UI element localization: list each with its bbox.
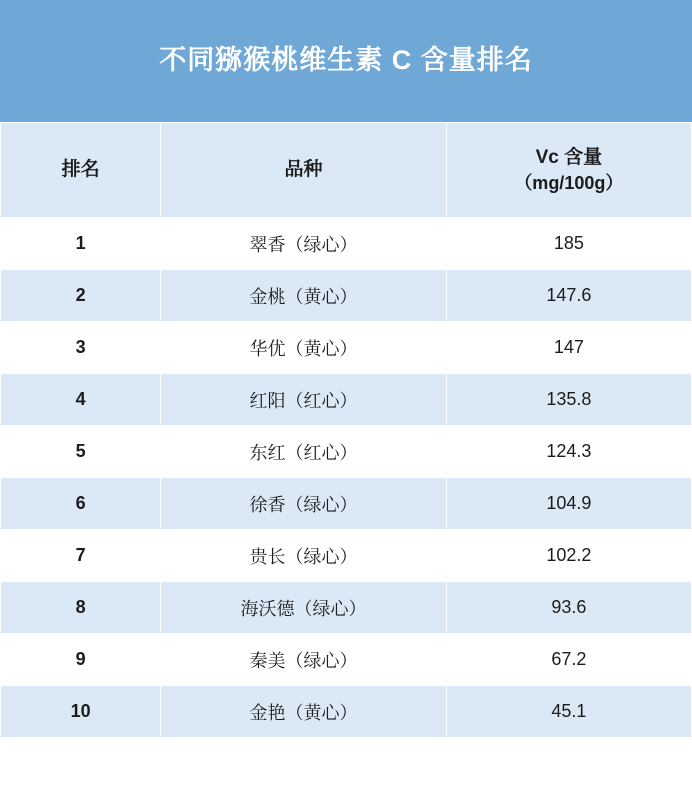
cell-rank: 4 — [1, 374, 161, 426]
cell-vc: 93.6 — [446, 582, 691, 634]
cell-vc: 45.1 — [446, 686, 691, 738]
cell-vc: 185 — [446, 218, 691, 270]
cell-rank: 8 — [1, 582, 161, 634]
cell-vc: 147.6 — [446, 270, 691, 322]
cell-rank: 7 — [1, 530, 161, 582]
table-row — [1, 530, 692, 582]
table-row — [1, 426, 692, 478]
cell-rank: 1 — [1, 218, 161, 270]
cell-vc: 104.9 — [446, 478, 691, 530]
cell-variety: 徐香（绿心） — [161, 478, 446, 530]
cell-rank: 5 — [1, 426, 161, 478]
cell-vc: 124.3 — [446, 426, 691, 478]
table-row — [1, 634, 692, 686]
cell-variety: 翠香（绿心） — [161, 218, 446, 270]
cell-variety: 华优（黄心） — [161, 322, 446, 374]
column-header-vc-label: Vc 含量 — [535, 147, 603, 169]
column-header-vc-unit: （mg/100g） — [514, 172, 624, 193]
table-header — [1, 123, 692, 218]
cell-vc: 135.8 — [446, 374, 691, 426]
table-row — [1, 374, 692, 426]
table-header-row — [1, 123, 692, 218]
table-body — [1, 218, 692, 738]
table-row — [1, 270, 692, 322]
cell-rank: 9 — [1, 634, 161, 686]
table-row — [1, 582, 692, 634]
cell-vc: 102.2 — [446, 530, 691, 582]
cell-rank: 6 — [1, 478, 161, 530]
title-bar — [0, 0, 692, 122]
cell-variety: 秦美（绿心） — [161, 634, 446, 686]
cell-rank: 10 — [1, 686, 161, 738]
cell-rank: 3 — [1, 322, 161, 374]
column-header-rank-label: 排名 — [61, 159, 100, 181]
page-title: 不同猕猴桃维生素 C 含量排名 — [159, 45, 533, 76]
column-header-vc — [446, 123, 691, 218]
column-header-rank — [1, 123, 161, 218]
cell-rank: 2 — [1, 270, 161, 322]
column-header-variety-label: 品种 — [284, 159, 323, 181]
cell-vc: 67.2 — [446, 634, 691, 686]
table-row — [1, 478, 692, 530]
cell-variety: 海沃德（绿心） — [161, 582, 446, 634]
cell-variety: 红阳（红心） — [161, 374, 446, 426]
vitamin-c-ranking-table — [0, 122, 692, 738]
table-row — [1, 218, 692, 270]
table-row — [1, 322, 692, 374]
cell-vc: 147 — [446, 322, 691, 374]
cell-variety: 贵长（绿心） — [161, 530, 446, 582]
cell-variety: 金桃（黄心） — [161, 270, 446, 322]
cell-variety: 东红（红心） — [161, 426, 446, 478]
column-header-variety — [161, 123, 446, 218]
cell-variety: 金艳（黄心） — [161, 686, 446, 738]
table-row — [1, 686, 692, 738]
